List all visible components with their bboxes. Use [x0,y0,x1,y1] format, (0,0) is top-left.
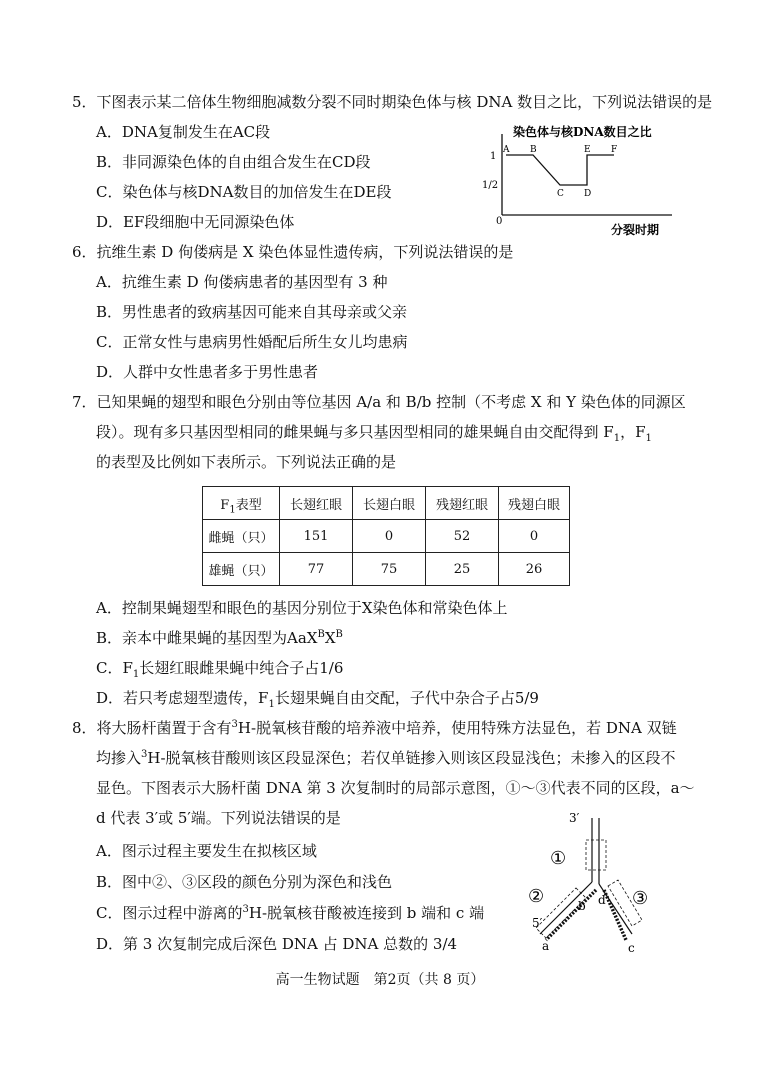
q5-ratio-chart [476,118,676,240]
y-tick-1: 1 [490,151,497,162]
left-arm-new-strand [546,890,596,940]
q8-stem-line2: 均掺入$^3$H-脱氧核苷酸则该区段显深色；若仅单链掺入则该区段显浅色；未掺入的区段不 [96,749,676,767]
label-region-3: ③ [632,888,649,909]
point-label-a: A [503,145,510,155]
table-col-header: 长翅红眼 [280,487,353,520]
point-label-f: F [611,145,618,155]
table-col-header: 长翅白眼 [353,487,426,520]
label-region-1: ① [550,848,567,869]
label-end-a: a [542,939,550,953]
table-row [203,520,570,553]
table-row-label: 雄蝇（只） [203,553,280,586]
label-end-b: b [578,899,586,913]
point-label-c: C [557,189,564,199]
q8-stem-line1: 8．将大肠杆菌置于含有$^3$H-脱氧核苷酸的培养液中培养，使用特殊方法显色，若 DNA 双链 [72,719,677,737]
table-cell: 26 [499,553,570,586]
origin-label: 0 [496,216,503,227]
q5-stem: 5．下图表示某二倍体生物细胞减数分裂不同时期染色体与核 DNA 数目之比，下列说法错误的是 [72,93,713,111]
q6-option-c: C．正常女性与患病男性婚配后所生女儿均患病 [96,333,408,351]
region-1-box [586,840,606,870]
q7-stem-line2: 段）。现有多只基因型相同的雌果蝇与多只基因型相同的雄果蝇自由交配得到 $F_1$，$F_1$ [96,423,652,444]
q6-stem: 6．抗维生素 D 佝偻病是 X 染色体显性遗传病，下列说法错误的是 [72,243,514,261]
q6-option-d: D．人群中女性患者多于男性患者 [96,363,319,381]
q5-option-a: A．DNA复制发生在AC段 [96,123,271,141]
q7-option-a: A．控制果蝇翅型和眼色的基因分别位于X染色体和常染色体上 [96,599,508,617]
label-5-prime: 5′ [532,916,543,930]
label-end-c: c [628,941,635,955]
table-cell: 151 [280,520,353,553]
table-header-row [203,487,570,520]
page-footer: 高一生物试题 第2页（共 8 页） [275,972,485,988]
right-arm-new-strand [604,890,626,940]
x-axis-label: 分裂时期 [611,223,660,237]
label-end-d: d [598,893,606,907]
y-tick-half: 1/2 [482,180,499,191]
q8-replication-fork-diagram [520,806,670,958]
q7-f1-table [202,486,570,586]
q6-option-b: B．男性患者的致病基因可能来自其母亲或父亲 [96,303,408,321]
table-cell: 75 [353,553,426,586]
table-cell: 25 [426,553,499,586]
q8-stem-line3: 显色。下图表示大肠杆菌 DNA 第 3 次复制时的局部示意图，①～③代表不同的区段，a～ [96,779,695,797]
q8-stem-line4: d 代表 3′或 5′端。下列说法错误的是 [96,809,341,827]
label-region-2: ② [528,886,545,907]
q8-option-c: C．图示过程中游离的$^3$H-脱氧核苷酸被连接到 b 端和 c 端 [96,904,485,922]
table-col-header: 残翅白眼 [499,487,570,520]
table-cell: 77 [280,553,353,586]
table-row-label: 雌蝇（只） [203,520,280,553]
q7-option-c: C．$F_1$长翅红眼雌果蝇中纯合子占1/6 [96,659,344,680]
q5-option-c: C．染色体与核DNA数目的加倍发生在DE段 [96,183,392,201]
point-label-d: D [584,189,592,199]
table-col-header: 残翅红眼 [426,487,499,520]
table-cell: 0 [499,520,570,553]
q6-option-a: A．抗维生素 D 佝偻病患者的基因型有 3 种 [96,273,388,291]
q5-option-b: B．非同源染色体的自由组合发生在CD段 [96,153,371,171]
q7-option-b: B．亲本中雌果蝇的基因型为$AaX^BX^B$ [96,629,343,647]
point-label-b: B [530,145,537,155]
q8-option-a: A．图示过程主要发生在拟核区域 [96,842,317,860]
label-3-prime: 3′ [569,811,580,825]
q8-option-d: D．第 3 次复制完成后深色 DNA 占 DNA 总数的 3/4 [96,935,458,953]
point-label-e: E [584,145,591,155]
q7-stem-line1: 7．已知果蝇的翅型和眼色分别由等位基因 A/a 和 B/b 控制（不考虑 X 和 Y 染色体的同源区 [72,393,686,411]
q5-option-d: D．EF段细胞中无同源染色体 [96,213,295,231]
chart-title: 染色体与核DNA数目之比 [513,125,652,139]
q7-stem-line3: 的表型及比例如下表所示。下列说法正确的是 [96,453,397,471]
table-cell: 0 [353,520,426,553]
table-row [203,553,570,586]
ratio-line [506,155,614,185]
q8-option-b: B．图中②、③区段的颜色分别为深色和浅色 [96,873,393,891]
table-cell: 52 [426,520,499,553]
q7-option-d: D．若只考虑翅型遗传，$F_1$长翅果蝇自由交配，子代中杂合子占5/9 [96,689,539,710]
table-header-label: $F_1$表型 [203,487,280,520]
